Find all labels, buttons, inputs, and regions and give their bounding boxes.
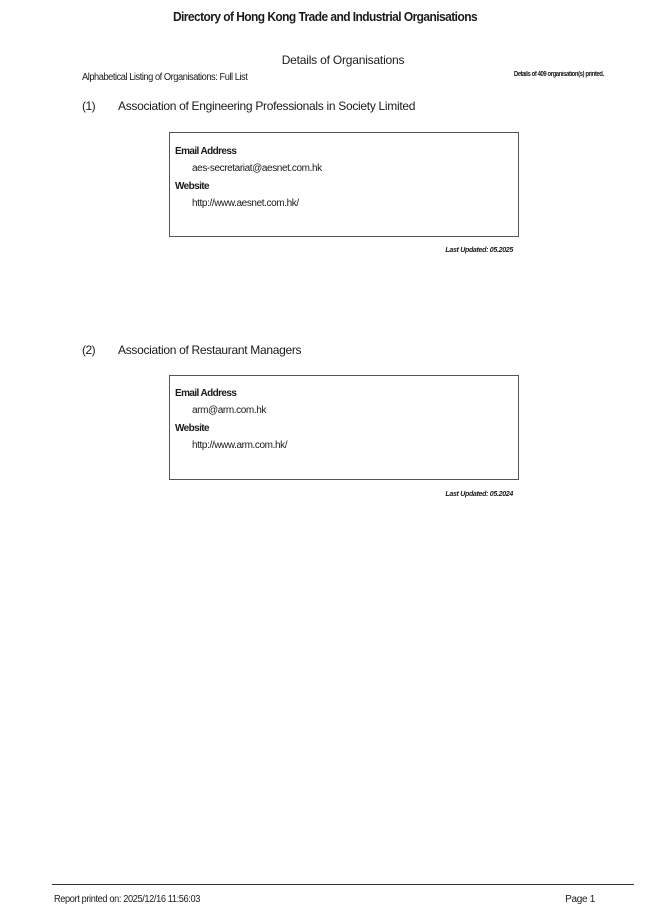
email-value[interactable]: arm@arm.com.hk (192, 405, 267, 416)
email-value[interactable]: aes-secretariat@aesnet.com.hk (192, 163, 322, 174)
website-label: Website (175, 423, 209, 434)
organisation-details-box (169, 375, 519, 480)
organisation-number: (2) (82, 343, 96, 357)
report-title: Directory of Hong Kong Trade and Industrial Organisations (172, 9, 478, 24)
website-link[interactable]: http://www.arm.com.hk/ (192, 440, 288, 451)
footer-divider (52, 884, 634, 885)
organisation-name: Association of Engineering Professionals in Society Limited (118, 99, 416, 113)
last-updated: Last Updated: 05.2024 (445, 491, 513, 498)
website-link[interactable]: http://www.aesnet.com.hk/ (192, 198, 299, 209)
section-title: Details of Organisations (281, 53, 405, 67)
email-label: Email Address (175, 388, 237, 399)
organisation-number: (1) (82, 99, 96, 113)
email-label: Email Address (175, 146, 237, 157)
website-label: Website (175, 181, 209, 192)
organisation-name: Association of Restaurant Managers (118, 343, 302, 357)
count-label: Details of 409 organisation(s) printed. (514, 71, 604, 78)
organisation-details-box (169, 132, 519, 237)
listing-label: Alphabetical Listing of Organisations: Full List (82, 72, 248, 83)
page-number: Page 1 (565, 894, 595, 905)
last-updated: Last Updated: 05.2025 (445, 247, 513, 254)
report-printed-on: Report printed on: 2025/12/16 11:56:03 (54, 894, 200, 905)
